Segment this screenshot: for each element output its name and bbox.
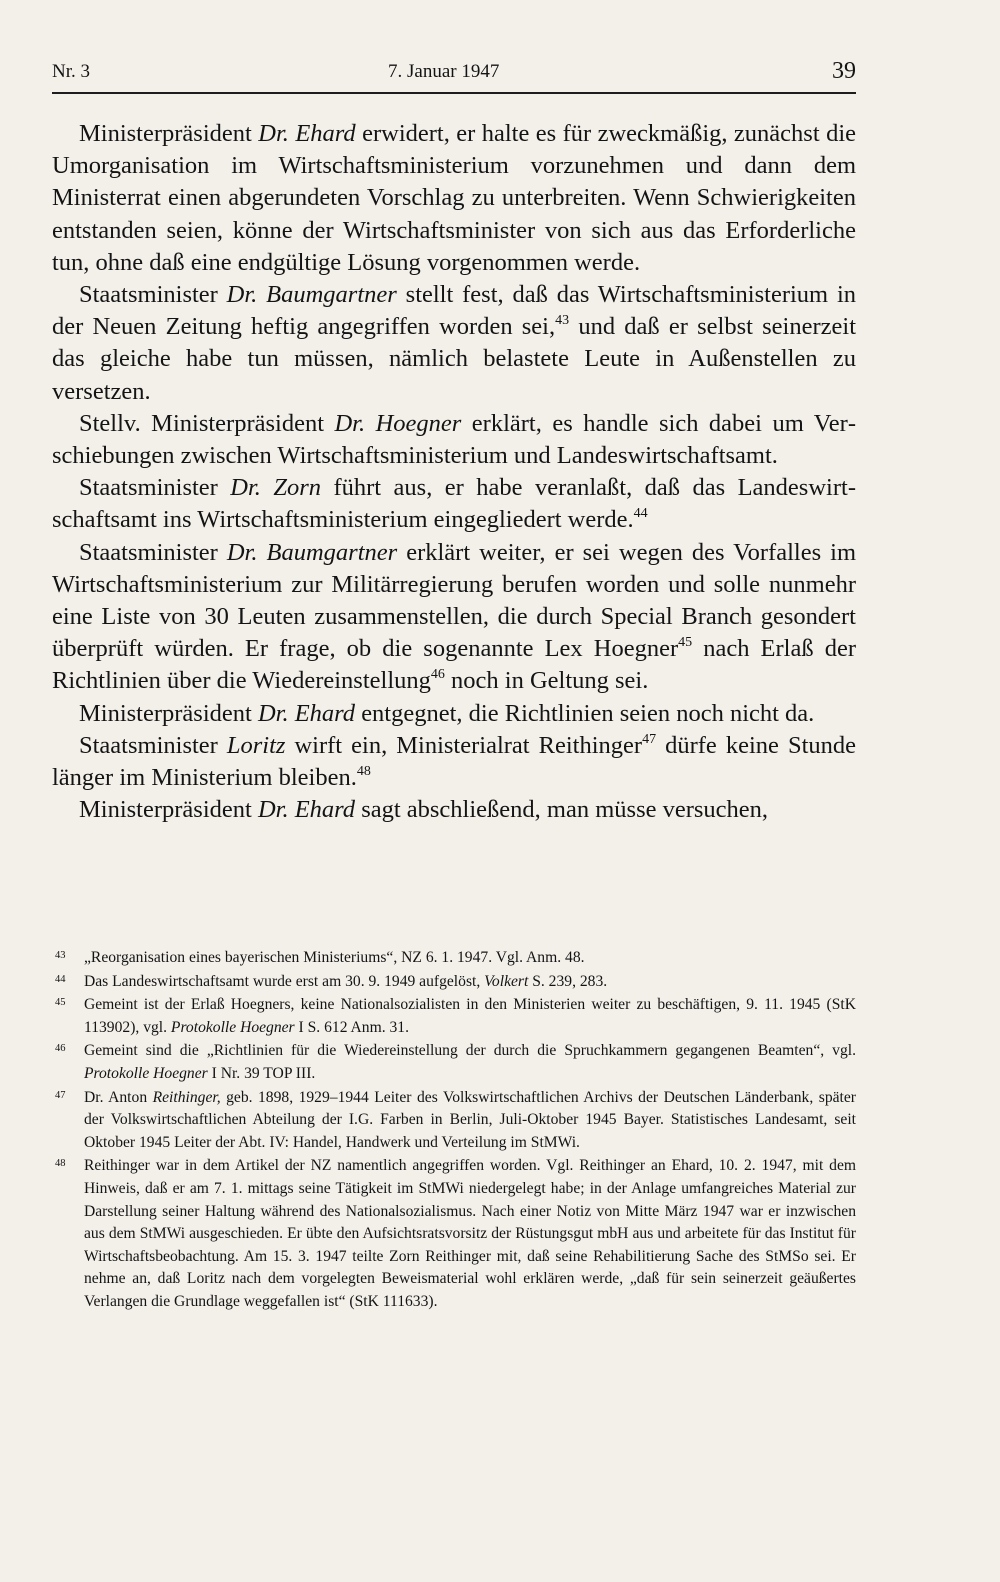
footnote: 46 Gemeint sind die „Richtlinien für die Wiedereinstellung der durch die Spruchkammern gegangenen Beamten“, vgl. Protokolle Hoegner I Nr. 39 TOP III. xyxy=(55,1042,856,1082)
footnote-ref[interactable]: 45 xyxy=(678,635,693,651)
speaker-name: Dr. Zorn xyxy=(230,474,322,502)
footnote-ref[interactable]: 48 xyxy=(356,764,371,780)
footnote-ref[interactable]: 46 xyxy=(430,667,445,683)
header-date: 7. Januar 1947 xyxy=(388,61,500,82)
speaker-name: Dr. Hoegner xyxy=(334,409,462,437)
paragraph: Staatsminister Dr. Baumgartner erklärt weiter, er sei wegen des Vorfalles im Wirtschaftsministerium zur Militärregierung berufen worden und solle nunmehr eine Liste von 30 Leuten zusammenstellen, die durch Special Branch gesondert überprüft würden. Er frage, ob die sogenannte Lex Hoegner$^{45}$ nach Erlaß der Richtlinien über die Wiedereinstellung$^{46}$ noch in Geltung sei. xyxy=(52,538,856,695)
paragraph: Ministerpräsident Dr. Ehard sagt abschließend, man müsse versuchen, xyxy=(79,796,769,824)
running-header xyxy=(52,58,856,94)
footnote-number: 47 xyxy=(55,1089,66,1101)
speaker-name: Dr. Baumgartner xyxy=(226,281,397,309)
footnote: 45 Gemeint ist der Erlaß Hoegners, keine Nationalsozialisten in den Ministerien weiter zu beschäftigen, 9. 11. 1945 (StK 113902), vgl. Protokolle Hoegner I S. 612 Anm. 31. xyxy=(55,996,856,1036)
page-number: 39 xyxy=(832,58,856,84)
paragraph: Ministerpräsident Dr. Ehard erwidert, er halte es für zweckmäßig, zunächst die Umorganisation im Wirtschaftsministerium vorzunehmen und dann dem Ministerrat einen abgerundeten Vorschlag zu unterbreiten. Wenn Schwierigkeiten entstanden seien, könne der Wirtschaftsminister von sich aus das Erforderliche tun, ohne daß eine endgültige Lösung vorgenommen werde. xyxy=(52,120,857,276)
footnote: 44 Das Landeswirtschaftsamt wurde erst am 30. 9. 1949 aufgelöst, Volkert S. 239, 283. xyxy=(55,972,608,990)
speaker-name: Dr. Baumgartner xyxy=(226,538,398,566)
paragraph: Staatsminister Dr. Zorn führt aus, er habe veranlaßt, daß das Landeswirtschaftsamt ins Wirtschaftsministerium eingegliedert werde.$^{44}$ xyxy=(52,474,856,534)
footnote: 47 Dr. Anton Reithinger, geb. 1898, 1929–1944 Leiter des Volkswirtschaftlichen Archivs der Deutschen Länderbank, später der Volkswirtschaftlichen Abteilung der I.G. Farben in Berlin, Juli-Oktober 1945 Bayer. Statistisches Landesamt, seit Oktober 1945 Leiter der Abt. IV: Handel, Handwerk und Verteilung im StMWi. xyxy=(55,1088,856,1151)
footnote-number: 43 xyxy=(55,950,66,961)
paragraph: Staatsminister Loritz wirft ein, Ministerialrat Reithinger$^{47}$ dürfe keine Stunde länger im Ministerium bleiben.$^{48}$ xyxy=(52,731,856,792)
footnote-number: 45 xyxy=(55,997,66,1009)
issue-number: Nr. 3 xyxy=(52,61,90,82)
footnote-ref[interactable]: 47 xyxy=(642,731,657,747)
footnote: 43 „Reorganisation eines bayerischen Ministeriums“, NZ 6. 1. 1947. Vgl. Anm. 48. xyxy=(55,949,585,966)
speaker-name: Dr. Ehard xyxy=(257,796,356,824)
footnote-ref[interactable]: 43 xyxy=(555,313,570,329)
footnote: 48 Reithinger war in dem Artikel der NZ namentlich angegriffen worden. Vgl. Reithinger an Ehard, 10. 2. 1947, mit dem Hinweis, daß er am 7. 1. mittags seine Tätigkeit im StMWi niedergelegt habe; in der Anlage umfangreiches Material zur Darstellung seiner Haltung während des Nationalsozialismus. Nach einer Notiz von Mitte März 1947 war er inzwischen aus dem StMWi ausgeschieden. Er übte den Aufsichtsratsvorsitz der Rüstungsgut mbH aus und arbeitete für das Institut für Wirtschaftsbeobachtung. Am 15. 3. 1947 teilte Zorn Reithinger mit, daß seine Rehabilitierung Sache des StMSo sei. Er nehme an, daß Loritz nach dem vorgelegten Beweismaterial wohl erklären werde, „daß für sein seinerzeit geäußertes Verlangen die Grundlage weggefallen ist“ (StK 111633). xyxy=(55,1157,856,1310)
footnote-ref[interactable]: 44 xyxy=(633,506,648,522)
paragraph: Ministerpräsident Dr. Ehard entgegnet, die Richtlinien seien noch nicht da. xyxy=(79,699,815,727)
paragraph: Staatsminister Dr. Baumgartner stellt fest, daß das Wirtschaftsministerium in der Neuen Zeitung heftig angegriffen worden sei,$^{43}$ und daß er selbst seinerzeit das gleiche habe tun müssen, nämlich belastete Leute in Außenstellen zu versetzen. xyxy=(52,281,857,405)
speaker-name: Dr. Ehard xyxy=(258,120,356,147)
footnote-number: 48 xyxy=(55,1158,66,1170)
speaker-name: Loritz xyxy=(226,731,286,759)
footnote-number: 44 xyxy=(55,973,66,985)
footnotes-section xyxy=(52,947,856,1315)
paragraph: Stellv. Ministerpräsident Dr. Hoegner erklärt, es handle sich dabei um Verschiebungen zwischen Wirtschaftsministerium und Landeswirtschaftsamt. xyxy=(52,409,856,470)
footnote-number: 46 xyxy=(55,1043,66,1055)
speaker-name: Dr. Ehard xyxy=(257,699,356,727)
main-text xyxy=(52,118,856,826)
